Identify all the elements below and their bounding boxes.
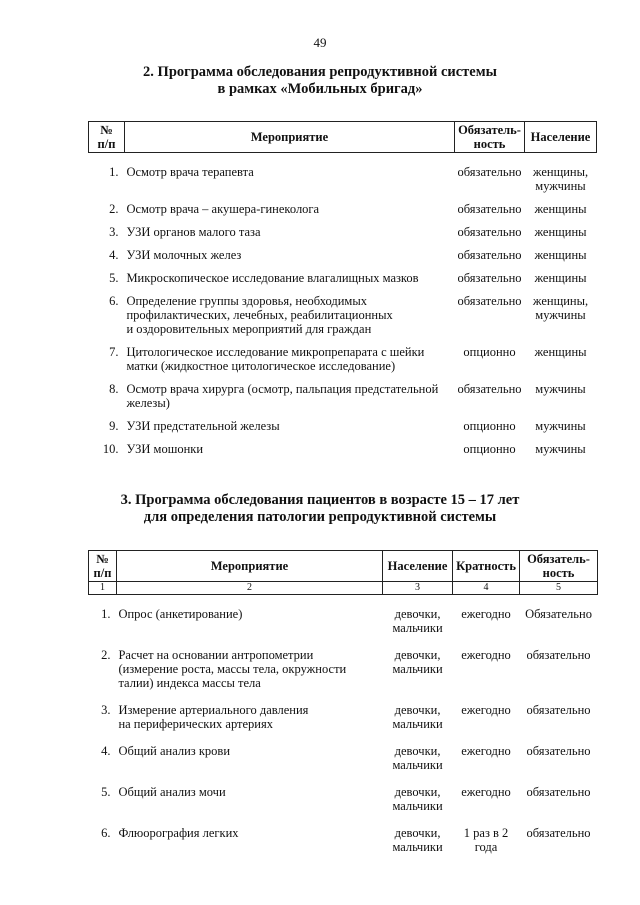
table-row	[89, 737, 598, 778]
row-number: 2.	[101, 648, 111, 662]
row-mandatory: обязательно	[457, 382, 522, 396]
row-event-line: Микроскопическое исследование влагалищных мазков	[126, 271, 419, 285]
row-population-line: мальчики	[392, 799, 443, 813]
header-frequency: Кратность	[453, 551, 520, 582]
row-population-line: женщины,	[532, 165, 589, 179]
row-population-line: девочки,	[394, 744, 441, 758]
row-event-line: Определение группы здоровья, необходимых	[126, 294, 367, 308]
row-event-line: Измерение артериального давления	[118, 703, 309, 717]
row-event	[124, 243, 454, 266]
row-population-line: мальчики	[392, 662, 443, 676]
row-mandatory: обязательно	[457, 248, 522, 262]
row-population-line: девочки,	[394, 826, 441, 840]
row-population	[383, 737, 453, 778]
row-population-line: мальчики	[392, 717, 443, 731]
row-event	[124, 340, 454, 377]
table-row	[89, 696, 598, 737]
row-frequency	[453, 641, 520, 696]
row-mandatory: обязательно	[457, 294, 522, 308]
row-event-line: железы)	[126, 396, 170, 410]
row-number: 3.	[101, 703, 111, 717]
column-index: 1	[89, 582, 117, 595]
header-population: Население	[383, 551, 453, 582]
section3-title-line1: 3. Программа обследования пациентов в возрасте 15 – 17 лет	[120, 492, 520, 508]
row-number: 1.	[109, 165, 119, 179]
table-row	[89, 243, 597, 266]
section3-title-line2: для определения патологии репродуктивной системы	[143, 509, 497, 525]
row-population	[525, 289, 597, 340]
row-population	[383, 696, 453, 737]
table-row	[89, 197, 597, 220]
row-mandatory: обязательно	[457, 165, 522, 179]
row-event-line: Опрос (анкетирование)	[118, 607, 243, 621]
row-event	[116, 737, 382, 778]
row-mandatory: обязательно	[457, 271, 522, 285]
row-population	[525, 266, 597, 289]
row-number: 1.	[101, 607, 111, 621]
section2-title-line1: 2. Программа обследования репродуктивной системы	[143, 64, 497, 80]
row-population-line: женщины	[534, 345, 587, 359]
row-mandatory: Обязательно	[525, 607, 592, 621]
section2-table-body	[89, 153, 597, 461]
row-event	[124, 220, 454, 243]
row-mandatory: обязательно	[526, 744, 591, 758]
table-row	[89, 437, 597, 460]
row-event	[116, 819, 382, 860]
table-row	[89, 819, 598, 860]
header-event: Мероприятие	[124, 122, 454, 153]
row-population-line: женщины	[534, 202, 587, 216]
row-event-line: матки (жидкостное цитологическое исследование)	[126, 359, 396, 373]
row-event	[116, 696, 382, 737]
column-index-row	[89, 582, 598, 595]
row-frequency-line: ежегодно	[461, 648, 511, 662]
row-event-line: УЗИ органов малого таза	[126, 225, 261, 239]
row-frequency	[453, 819, 520, 860]
row-event	[124, 377, 454, 414]
row-population	[383, 819, 453, 860]
table-row	[89, 377, 597, 414]
row-event-line: на периферических артериях	[118, 717, 273, 731]
row-number: 9.	[109, 419, 119, 433]
row-population-line: девочки,	[394, 607, 441, 621]
row-mandatory: обязательно	[526, 648, 591, 662]
row-event-line: Осмотр врача хирурга (осмотр, пальпация предстательной	[126, 382, 439, 396]
row-number: 8.	[109, 382, 119, 396]
row-frequency	[453, 595, 520, 642]
row-event-line: Общий анализ мочи	[118, 785, 226, 799]
section3-header-row	[89, 551, 598, 582]
row-mandatory: опционно	[463, 419, 516, 433]
table-row	[89, 414, 597, 437]
row-population-line: мальчики	[392, 758, 443, 772]
row-event-line: талии) индекса массы тела	[118, 676, 261, 690]
section2-table	[88, 121, 597, 460]
row-population-line: мужчины	[535, 382, 586, 396]
section2-title-line2: в рамках «Мобильных бригад»	[217, 81, 423, 97]
row-number: 5.	[109, 271, 119, 285]
row-population	[383, 641, 453, 696]
row-number: 10.	[102, 442, 119, 456]
row-event	[116, 778, 382, 819]
row-frequency-line: ежегодно	[461, 744, 511, 758]
row-population	[525, 437, 597, 460]
row-mandatory: обязательно	[526, 785, 591, 799]
row-population	[525, 340, 597, 377]
column-index: 4	[453, 582, 520, 595]
row-mandatory: обязательно	[526, 826, 591, 840]
row-event-line: УЗИ мошонки	[126, 442, 204, 456]
row-mandatory: обязательно	[457, 202, 522, 216]
row-population-line: мальчики	[392, 840, 443, 854]
row-event	[124, 197, 454, 220]
row-event-line: и оздоровительных мероприятий для граждан	[126, 322, 372, 336]
row-event-line: профилактических, лечебных, реабилитационных	[126, 308, 393, 322]
row-population-line: мужчины	[535, 308, 586, 322]
row-frequency-line: ежегодно	[461, 785, 511, 799]
row-event-line: Расчет на основании антропометрии	[118, 648, 314, 662]
row-event	[124, 437, 454, 460]
row-number: 6.	[109, 294, 119, 308]
row-population	[525, 220, 597, 243]
row-event	[124, 266, 454, 289]
row-frequency-line: 1 раз в 2	[463, 826, 509, 840]
row-frequency	[453, 696, 520, 737]
row-population-line: мужчины	[535, 442, 586, 456]
table-row	[89, 595, 598, 642]
row-event	[116, 595, 382, 642]
column-index: 3	[383, 582, 453, 595]
row-event-line: Осмотр врача – акушера-гинеколога	[126, 202, 320, 216]
row-population-line: мальчики	[392, 621, 443, 635]
row-mandatory: опционно	[463, 345, 516, 359]
table-row	[89, 641, 598, 696]
row-mandatory: обязательно	[526, 703, 591, 717]
row-population	[383, 778, 453, 819]
row-event-line: УЗИ предстательной железы	[126, 419, 280, 433]
row-frequency	[453, 737, 520, 778]
row-population-line: мужчины	[535, 419, 586, 433]
header-num: № п/п	[89, 551, 117, 582]
table-row	[89, 340, 597, 377]
table-row	[89, 220, 597, 243]
row-mandatory: обязательно	[457, 225, 522, 239]
column-index: 2	[116, 582, 382, 595]
row-population-line: женщины,	[532, 294, 589, 308]
row-frequency	[453, 778, 520, 819]
row-population-line: девочки,	[394, 703, 441, 717]
column-index: 5	[520, 582, 598, 595]
row-population-line: девочки,	[394, 648, 441, 662]
row-frequency-line: ежегодно	[461, 703, 511, 717]
section2-title	[40, 64, 600, 98]
row-number: 7.	[109, 345, 119, 359]
row-frequency-line: ежегодно	[461, 607, 511, 621]
section3-table	[88, 550, 598, 860]
row-number: 3.	[109, 225, 119, 239]
row-event-line: УЗИ молочных желез	[126, 248, 242, 262]
row-population	[525, 197, 597, 220]
row-number: 2.	[109, 202, 119, 216]
row-population-line: женщины	[534, 248, 587, 262]
row-population-line: женщины	[534, 271, 587, 285]
row-event	[124, 153, 454, 198]
row-population	[383, 595, 453, 642]
row-event	[116, 641, 382, 696]
row-population-line: девочки,	[394, 785, 441, 799]
row-number: 4.	[101, 744, 111, 758]
row-frequency-line: года	[474, 840, 498, 854]
row-event-line: (измерение роста, массы тела, окружности	[118, 662, 347, 676]
row-population	[525, 414, 597, 437]
section3-table-body	[89, 582, 598, 861]
table-row	[89, 289, 597, 340]
row-population	[525, 377, 597, 414]
table-row	[89, 266, 597, 289]
section3-title	[40, 492, 600, 526]
row-population	[525, 153, 597, 198]
table-row	[89, 153, 597, 198]
row-mandatory: опционно	[463, 442, 516, 456]
table-row	[89, 778, 598, 819]
row-number: 4.	[109, 248, 119, 262]
row-event	[124, 289, 454, 340]
row-population-line: женщины	[534, 225, 587, 239]
row-event-line: Общий анализ крови	[118, 744, 231, 758]
header-num: № п/п	[89, 122, 125, 153]
row-number: 5.	[101, 785, 111, 799]
row-event-line: Осмотр врача терапевта	[126, 165, 254, 179]
row-number: 6.	[101, 826, 111, 840]
row-population-line: мужчины	[535, 179, 586, 193]
row-event-line: Цитологическое исследование микропрепарата с шейки	[126, 345, 425, 359]
section2-header-row	[89, 122, 597, 153]
header-mandatory: Обязатель- ность	[520, 551, 598, 582]
header-event: Мероприятие	[116, 551, 382, 582]
row-population	[525, 243, 597, 266]
page-number: 49	[313, 35, 327, 50]
header-population: Население	[525, 122, 597, 153]
row-event	[124, 414, 454, 437]
header-mandatory: Обязатель- ность	[455, 122, 525, 153]
row-event-line: Флюорография легких	[118, 826, 239, 840]
